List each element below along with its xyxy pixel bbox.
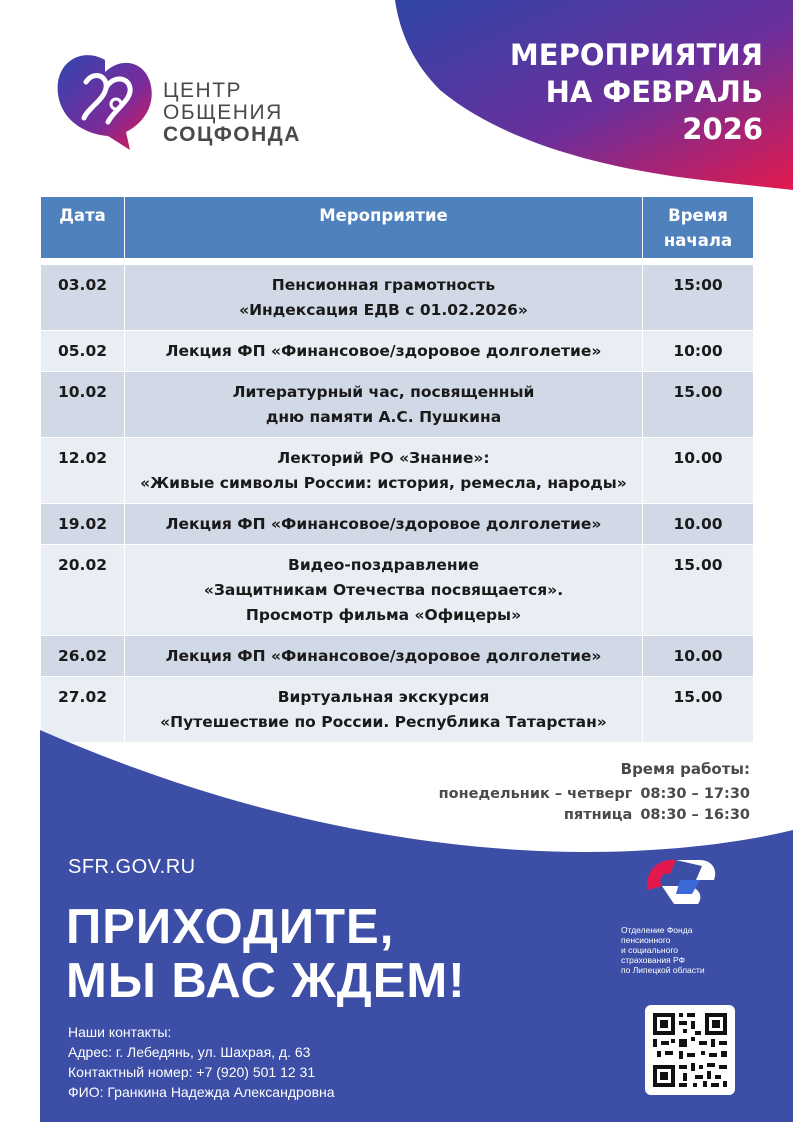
sfr-line: страхования РФ bbox=[621, 955, 686, 965]
event-line: Лекторий РО «Знание»: bbox=[277, 449, 490, 467]
qr-code-icon[interactable] bbox=[645, 1005, 735, 1095]
website-link[interactable]: SFR.GOV.RU bbox=[68, 856, 196, 878]
sfr-logo-icon bbox=[640, 850, 722, 910]
hours-days: понедельник – четверг bbox=[438, 786, 633, 802]
sfr-line: пенсионного bbox=[621, 935, 671, 945]
logo-line-3: СОЦФОНДА bbox=[163, 123, 301, 146]
event-line: Пенсионная грамотность bbox=[271, 276, 496, 294]
row-event bbox=[125, 545, 643, 636]
event-line: Лекция ФП «Финансовое/здоровое долголетие» bbox=[165, 647, 602, 665]
row-date: 26.02 bbox=[41, 636, 125, 677]
table-row bbox=[41, 265, 754, 331]
sfr-line: по Липецкой области bbox=[621, 965, 705, 975]
table-row bbox=[41, 545, 754, 636]
row-time: 15.00 bbox=[643, 545, 754, 636]
contacts-phone: Контактный номер: +7 (920) 501 12 31 bbox=[68, 1064, 316, 1080]
title-line-3: 2026 bbox=[682, 112, 763, 146]
hours-row bbox=[439, 807, 750, 823]
row-time: 10.00 bbox=[643, 504, 754, 545]
contacts bbox=[68, 1022, 335, 1102]
table-row bbox=[41, 372, 754, 438]
slogan-line-1: ПРИХОДИТЕ, bbox=[66, 900, 395, 954]
row-event bbox=[125, 636, 643, 677]
logo-text bbox=[163, 80, 301, 146]
title-line-1: МЕРОПРИЯТИЯ bbox=[509, 38, 763, 72]
header-time-line-2: начала bbox=[663, 231, 733, 250]
header-time-line-1: Время bbox=[668, 206, 728, 225]
event-line: Видео-поздравление bbox=[288, 556, 479, 574]
row-date: 05.02 bbox=[41, 331, 125, 372]
logo-line-2: ОБЩЕНИЯ bbox=[163, 101, 283, 124]
event-line: Виртуальная экскурсия bbox=[277, 688, 490, 706]
table-row bbox=[41, 636, 754, 677]
table-row bbox=[41, 331, 754, 372]
event-line: Лекция ФП «Финансовое/здоровое долголетие» bbox=[165, 342, 602, 360]
title-line-2: НА ФЕВРАЛЬ bbox=[545, 75, 763, 109]
row-time: 10.00 bbox=[643, 636, 754, 677]
heart-speech-bubble-icon bbox=[50, 52, 160, 152]
row-date: 27.02 bbox=[41, 677, 125, 743]
event-line: «Живые символы России: история, ремесла, народы» bbox=[140, 474, 627, 492]
hours-row bbox=[439, 786, 750, 802]
event-line: дню памяти А.С. Пушкина bbox=[265, 408, 502, 426]
table-row bbox=[41, 438, 754, 504]
row-event bbox=[125, 504, 643, 545]
sfr-org-name bbox=[621, 925, 705, 975]
row-event bbox=[125, 331, 643, 372]
logo-line-1: ЦЕНТР bbox=[163, 79, 243, 102]
slogan-line-2: МЫ ВАС ЖДЕМ! bbox=[66, 954, 466, 1008]
event-line: Литературный час, посвященный bbox=[232, 383, 535, 401]
row-date: 20.02 bbox=[41, 545, 125, 636]
row-time: 15.00 bbox=[643, 372, 754, 438]
row-time: 10:00 bbox=[643, 331, 754, 372]
hours-time: 08:30 – 16:30 bbox=[640, 807, 750, 823]
contacts-address: Адрес: г. Лебедянь, ул. Шахрая, д. 63 bbox=[68, 1044, 311, 1060]
schedule-table bbox=[40, 196, 754, 743]
event-line: «Защитникам Отечества посвящается». bbox=[203, 581, 564, 599]
row-date: 10.02 bbox=[41, 372, 125, 438]
contacts-title: Наши контакты: bbox=[68, 1024, 172, 1040]
row-date: 12.02 bbox=[41, 438, 125, 504]
slogan bbox=[66, 900, 466, 1008]
header-event: Мероприятие bbox=[125, 197, 643, 259]
row-date: 03.02 bbox=[41, 265, 125, 331]
row-time: 15:00 bbox=[643, 265, 754, 331]
hours-title: Время работы: bbox=[620, 760, 750, 778]
hours-time: 08:30 – 17:30 bbox=[640, 786, 750, 802]
row-event bbox=[125, 372, 643, 438]
hours-days: пятница bbox=[563, 807, 633, 823]
sfr-line: и социального bbox=[621, 945, 678, 955]
working-hours bbox=[439, 760, 750, 828]
row-event bbox=[125, 438, 643, 504]
event-line: «Путешествие по России. Республика Татарстан» bbox=[160, 713, 607, 731]
event-line: Лекция ФП «Финансовое/здоровое долголетие» bbox=[165, 515, 602, 533]
row-date: 19.02 bbox=[41, 504, 125, 545]
table-row bbox=[41, 504, 754, 545]
event-line: Просмотр фильма «Офицеры» bbox=[245, 606, 522, 624]
contacts-person: ФИО: Гранкина Надежда Александровна bbox=[68, 1084, 335, 1100]
event-line: «Индексация ЕДВ с 01.02.2026» bbox=[239, 301, 528, 319]
row-time: 15.00 bbox=[643, 677, 754, 743]
header-date: Дата bbox=[41, 197, 125, 259]
row-time: 10.00 bbox=[643, 438, 754, 504]
sfr-line: Отделение Фонда bbox=[621, 925, 693, 935]
qr-code-graphic bbox=[645, 1005, 735, 1095]
header-time bbox=[643, 197, 754, 259]
page-title bbox=[510, 37, 763, 148]
table-header-row bbox=[41, 197, 754, 259]
row-event bbox=[125, 265, 643, 331]
